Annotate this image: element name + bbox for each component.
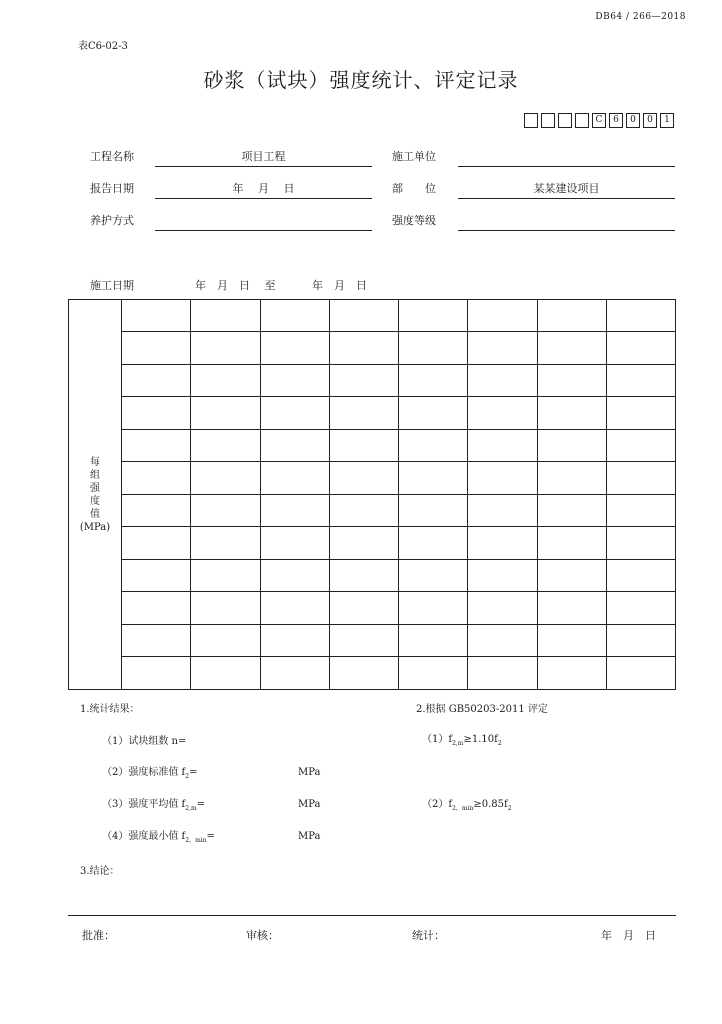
table-cell[interactable] bbox=[468, 592, 537, 624]
construction-unit-label: 施工单位 bbox=[392, 150, 436, 163]
position-field[interactable]: 某某建设项目 bbox=[458, 176, 675, 199]
table-cell[interactable] bbox=[537, 624, 606, 656]
table-row bbox=[69, 624, 676, 656]
table-cell[interactable] bbox=[329, 397, 398, 429]
signature-date: 年 月 日 bbox=[601, 929, 656, 942]
conclusion-heading: 3.结论： bbox=[80, 866, 120, 877]
standard-number: DB64 / 266—2018 bbox=[595, 12, 686, 22]
subscript: 2，min bbox=[185, 837, 207, 844]
table-row bbox=[69, 429, 676, 461]
table-cell[interactable] bbox=[260, 559, 329, 591]
table-cell[interactable] bbox=[122, 559, 191, 591]
table-row bbox=[69, 364, 676, 396]
code-box bbox=[558, 113, 572, 128]
table-cell[interactable] bbox=[537, 592, 606, 624]
table-cell[interactable] bbox=[399, 429, 468, 461]
table-cell[interactable] bbox=[606, 397, 675, 429]
table-cell[interactable] bbox=[399, 494, 468, 526]
condition-text: ≥0.85f bbox=[473, 799, 508, 810]
evaluation-heading: 2.根据 GB50203-2011 评定 bbox=[416, 704, 548, 715]
table-cell[interactable] bbox=[122, 397, 191, 429]
equals-sign: = bbox=[206, 831, 215, 842]
table-cell[interactable] bbox=[260, 494, 329, 526]
stats-standard-value-label: （2）强度标准值 f bbox=[102, 767, 186, 778]
strength-grade-field[interactable] bbox=[458, 208, 675, 231]
table-cell[interactable] bbox=[122, 592, 191, 624]
table-cell[interactable] bbox=[606, 657, 675, 690]
condition-text: （1）f bbox=[422, 734, 453, 745]
table-cell[interactable] bbox=[606, 527, 675, 559]
curing-method-label: 养护方式 bbox=[90, 214, 134, 227]
code-box: 6 bbox=[609, 113, 623, 128]
report-date-field[interactable]: 年 月 日 bbox=[155, 176, 372, 199]
table-cell[interactable] bbox=[606, 364, 675, 396]
vertical-label-char: 每 bbox=[90, 456, 100, 468]
table-cell[interactable] bbox=[260, 364, 329, 396]
unit-mpa: MPa bbox=[298, 831, 321, 842]
table-row bbox=[69, 657, 676, 690]
table-cell[interactable] bbox=[329, 332, 398, 364]
table-cell[interactable] bbox=[606, 592, 675, 624]
table-cell[interactable] bbox=[468, 657, 537, 690]
vertical-label-char: 值 bbox=[90, 508, 100, 520]
vertical-label-char: 强 bbox=[90, 482, 100, 494]
approve-label: 批准： bbox=[82, 929, 115, 942]
condition-text: （2）f bbox=[422, 799, 453, 810]
subscript: 2,m bbox=[452, 740, 464, 747]
position-label: 部 位 bbox=[392, 182, 436, 195]
table-cell[interactable] bbox=[399, 624, 468, 656]
table-cell[interactable] bbox=[329, 624, 398, 656]
table-cell[interactable] bbox=[468, 462, 537, 494]
vertical-label-char: 度 bbox=[90, 495, 100, 507]
equals-sign: = bbox=[189, 767, 198, 778]
table-cell[interactable] bbox=[468, 397, 537, 429]
subscript: 2 bbox=[507, 805, 512, 812]
table-cell[interactable] bbox=[260, 429, 329, 461]
construction-date-range: 年 月 日 至 年 月 日 bbox=[195, 279, 367, 292]
vertical-label-unit: (MPa) bbox=[79, 521, 111, 533]
table-row bbox=[69, 592, 676, 624]
code-box bbox=[575, 113, 589, 128]
table-cell[interactable] bbox=[329, 300, 398, 332]
table-cell[interactable] bbox=[537, 559, 606, 591]
evaluation-condition-1 bbox=[422, 730, 502, 747]
table-cell[interactable] bbox=[537, 364, 606, 396]
record-code-boxes bbox=[521, 113, 674, 128]
table-row bbox=[69, 559, 676, 591]
table-cell[interactable] bbox=[260, 592, 329, 624]
stats-average-value-label: （3）强度平均值 f bbox=[102, 799, 186, 810]
table-cell[interactable] bbox=[122, 332, 191, 364]
subscript: 2 bbox=[497, 740, 502, 747]
table-row bbox=[69, 527, 676, 559]
table-cell[interactable] bbox=[399, 559, 468, 591]
table-cell[interactable] bbox=[191, 559, 260, 591]
table-cell[interactable] bbox=[537, 332, 606, 364]
stats-min-value-label: （4）强度最小值 f bbox=[102, 831, 186, 842]
evaluation-condition-2 bbox=[422, 795, 512, 812]
code-box: 1 bbox=[660, 113, 674, 128]
table-cell[interactable] bbox=[122, 657, 191, 690]
table-cell[interactable] bbox=[122, 494, 191, 526]
table-cell[interactable] bbox=[329, 559, 398, 591]
page-title: 砂浆（试块）强度统计、评定记录 bbox=[203, 68, 519, 92]
table-cell[interactable] bbox=[329, 494, 398, 526]
table-cell[interactable] bbox=[537, 657, 606, 690]
stats-sample-count: （1）试块组数 n= bbox=[102, 736, 187, 747]
table-cell[interactable] bbox=[329, 657, 398, 690]
signature-divider bbox=[68, 915, 676, 916]
table-cell[interactable] bbox=[329, 592, 398, 624]
table-cell[interactable] bbox=[537, 300, 606, 332]
stats-min-value bbox=[102, 827, 215, 844]
table-cell[interactable] bbox=[468, 332, 537, 364]
table-cell[interactable] bbox=[606, 300, 675, 332]
table-cell[interactable] bbox=[468, 300, 537, 332]
table-cell[interactable] bbox=[537, 494, 606, 526]
table-cell[interactable] bbox=[329, 527, 398, 559]
table-cell[interactable] bbox=[191, 300, 260, 332]
table-cell[interactable] bbox=[606, 462, 675, 494]
table-row bbox=[69, 462, 676, 494]
subscript: 2,m bbox=[185, 805, 197, 812]
subscript: 2，min bbox=[452, 805, 474, 812]
code-box: 0 bbox=[643, 113, 657, 128]
construction-unit-field[interactable] bbox=[458, 144, 675, 167]
equals-sign: = bbox=[196, 799, 206, 810]
table-row bbox=[69, 332, 676, 364]
strength-values-side-label bbox=[69, 300, 122, 690]
code-box bbox=[541, 113, 555, 128]
table-cell[interactable] bbox=[537, 462, 606, 494]
construction-date-label: 施工日期 bbox=[90, 279, 134, 292]
table-cell[interactable] bbox=[468, 429, 537, 461]
table-cell[interactable] bbox=[399, 364, 468, 396]
vertical-label bbox=[69, 456, 121, 534]
vertical-label-char: 组 bbox=[90, 469, 100, 481]
project-name-field[interactable]: 项目工程 bbox=[155, 144, 372, 167]
table-cell[interactable] bbox=[329, 429, 398, 461]
table-cell[interactable] bbox=[191, 657, 260, 690]
table-cell[interactable] bbox=[606, 624, 675, 656]
code-box: 0 bbox=[626, 113, 640, 128]
unit-mpa: MPa bbox=[298, 799, 321, 810]
table-cell[interactable] bbox=[537, 397, 606, 429]
form-number: 表C6-02-3 bbox=[78, 41, 128, 52]
table-cell[interactable] bbox=[191, 624, 260, 656]
table-cell[interactable] bbox=[399, 300, 468, 332]
table-cell[interactable] bbox=[537, 527, 606, 559]
table-cell[interactable] bbox=[399, 592, 468, 624]
table-cell[interactable] bbox=[468, 559, 537, 591]
table-cell[interactable] bbox=[191, 429, 260, 461]
table-cell[interactable] bbox=[468, 494, 537, 526]
table-cell[interactable] bbox=[260, 300, 329, 332]
table-cell[interactable] bbox=[606, 429, 675, 461]
table-cell[interactable] bbox=[122, 364, 191, 396]
stats-average-value bbox=[102, 795, 205, 812]
table-cell[interactable] bbox=[122, 624, 191, 656]
table-cell[interactable] bbox=[329, 364, 398, 396]
table-cell[interactable] bbox=[399, 462, 468, 494]
table-cell[interactable] bbox=[399, 332, 468, 364]
table-cell[interactable] bbox=[122, 429, 191, 461]
table-cell[interactable] bbox=[122, 300, 191, 332]
table-cell[interactable] bbox=[260, 397, 329, 429]
table-cell[interactable] bbox=[122, 527, 191, 559]
unit-mpa: MPa bbox=[298, 767, 321, 778]
table-cell[interactable] bbox=[260, 657, 329, 690]
statistics-label: 统计： bbox=[412, 929, 445, 942]
table-cell[interactable] bbox=[191, 462, 260, 494]
table-cell[interactable] bbox=[399, 397, 468, 429]
table-cell[interactable] bbox=[191, 592, 260, 624]
review-label: 审核： bbox=[246, 929, 279, 942]
table-cell[interactable] bbox=[191, 494, 260, 526]
stats-standard-value bbox=[102, 763, 197, 780]
code-box bbox=[524, 113, 538, 128]
code-box: C bbox=[592, 113, 606, 128]
table-cell[interactable] bbox=[606, 559, 675, 591]
table-cell[interactable] bbox=[260, 462, 329, 494]
table-cell[interactable] bbox=[260, 624, 329, 656]
table-cell[interactable] bbox=[606, 494, 675, 526]
table-cell[interactable] bbox=[191, 364, 260, 396]
condition-text: ≥1.10f bbox=[463, 734, 498, 745]
table-cell[interactable] bbox=[468, 527, 537, 559]
table-cell[interactable] bbox=[606, 332, 675, 364]
project-name-label: 工程名称 bbox=[90, 150, 134, 163]
table-cell[interactable] bbox=[399, 657, 468, 690]
stats-heading: 1.统计结果： bbox=[80, 704, 140, 715]
table-cell[interactable] bbox=[399, 527, 468, 559]
strength-values-table bbox=[68, 299, 676, 690]
report-date-label: 报告日期 bbox=[90, 182, 134, 195]
table-cell[interactable] bbox=[537, 429, 606, 461]
table-cell[interactable] bbox=[191, 527, 260, 559]
table-cell[interactable] bbox=[260, 332, 329, 364]
strength-grade-label: 强度等级 bbox=[392, 214, 436, 227]
curing-method-field[interactable] bbox=[155, 208, 372, 231]
table-cell[interactable] bbox=[122, 462, 191, 494]
table-cell[interactable] bbox=[191, 397, 260, 429]
table-cell[interactable] bbox=[468, 364, 537, 396]
table-row bbox=[69, 494, 676, 526]
table-cell[interactable] bbox=[191, 332, 260, 364]
table-cell[interactable] bbox=[260, 527, 329, 559]
table-cell[interactable] bbox=[468, 624, 537, 656]
table-row bbox=[69, 397, 676, 429]
table-cell[interactable] bbox=[329, 462, 398, 494]
subscript: 2 bbox=[185, 773, 190, 780]
table-row bbox=[69, 300, 676, 332]
